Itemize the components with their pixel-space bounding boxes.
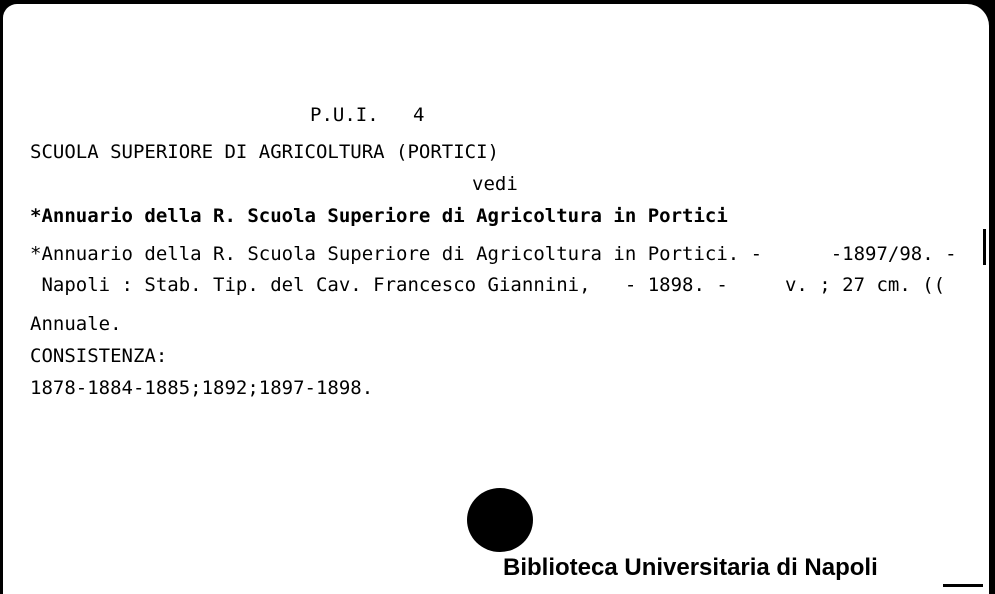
see-label: vedi <box>472 173 518 195</box>
entry-imprint: Napoli : Stab. Tip. del Cav. Francesco Giannini, - 1898. - v. ; 27 cm. (( <box>30 274 946 296</box>
scan-mark <box>983 229 986 265</box>
shelfmark: P.U.I. 4 <box>310 104 425 126</box>
heading: SCUOLA SUPERIORE DI AGRICOLTURA (PORTICI) <box>30 141 499 163</box>
see-reference: *Annuario della R. Scuola Superiore di Agricoltura in Portici <box>30 205 728 227</box>
punch-hole <box>467 488 533 552</box>
scan-mark <box>943 584 983 587</box>
entry-title: *Annuario della R. Scuola Superiore di Agricoltura in Portici. - -1897/98. - <box>30 243 957 265</box>
holdings-label: CONSISTENZA: <box>30 345 168 367</box>
holdings-value: 1878-1884-1885;1892;1897-1898. <box>30 377 374 399</box>
library-stamp: Biblioteca Universitaria di Napoli <box>503 554 878 581</box>
catalog-card <box>3 4 989 594</box>
frequency-note: Annuale. <box>30 313 122 335</box>
